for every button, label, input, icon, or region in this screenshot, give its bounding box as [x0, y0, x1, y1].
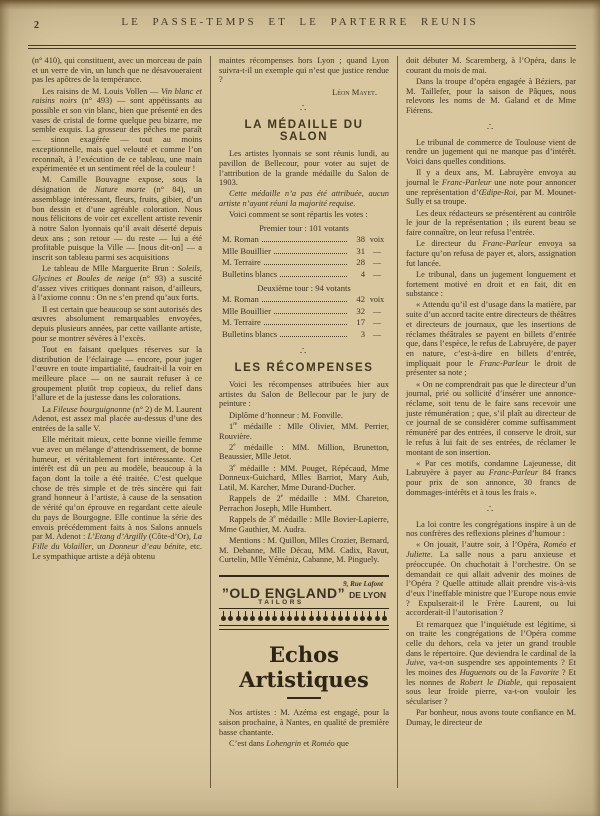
paragraph: Le tableau de Mlle Marguerite Brun : Soleils, Glycines et Boules de neige (n° 93) a suscité d’assez vives critiques donnant raison, d’ailleurs, à l’axiome connu : On ne s’en prend qu’aux forts. — [32, 264, 202, 303]
header-rule — [28, 45, 576, 49]
vote-count: 42 — [356, 294, 365, 305]
column-3 — [398, 56, 578, 788]
paragraph: Rappels de 3e médaille : Mlle Bovier-Lapierre, Mme Gauthier, M. Audra. — [219, 514, 389, 534]
bead-icon — [221, 616, 226, 621]
bead-icon — [360, 616, 365, 621]
paragraph: Les raisins de M. Louis Vollen — Vin blanc et raisins noirs (n° 493) — sont appétissants au possible et son vin blanc, bien que présenté en des vases de cristal de forme quelque peu bizarre, me semble exquis. La grosseur des pêches me paraît — sinon exagérée — tout au moins exceptionnelle, mais quel velouté et comme l’on reconnaît, à l’exécution de ce tableau, une main expérimentée et un sentiment réel de la couleur ! — [32, 86, 202, 174]
page-number: 2 — [34, 20, 39, 31]
advert-old-england — [219, 575, 389, 630]
paragraph: Il y a deux ans, M. Labruyère envoya au journal le Franc-Parleur une note pour annoncer une représentation d’Œdipe-Roi, par M. Mounet-Sully et sa troupe. — [406, 168, 576, 207]
bead-icon — [301, 616, 306, 621]
dot-leader — [274, 253, 347, 254]
paragraph: Le directeur du Franc-Parleur envoya sa facture qu’on refusa de payer et, alors, assignation fut lancée. — [406, 239, 576, 268]
bead-icon — [382, 616, 387, 621]
paragraph: M. Camille Bouvagne expose, sous la désignation de Nature morte (n° 84), un assemblage intéressant, fleurs, fruits, gibier, d’un bon dessin et d’une agréable coloration. Nous nous félicitons de voir cet excellent artiste revenir à notre Salon lyonnais qu’il avait déserté depuis deux ans ; son retour — du reste — lui a été profitable puisque la Ville — [nous dit-on] — a inscrit son tableau parmi ses acquisitions — [32, 175, 202, 263]
paragraph: Le tribunal de commerce de Toulouse vient de rendre un jugement qui ne manque pas d’intérêt. Voici dans quelles conditions. — [406, 137, 576, 167]
dot-leader — [280, 336, 347, 337]
vote-row — [219, 269, 389, 281]
bead-icon — [353, 616, 358, 621]
paragraph: C’est dans Lohengrin et Roméo que — [229, 738, 349, 748]
paragraph: Rappels de 2e médaille : MM. Chareton, Perrachon Joseph, Mlle Humbert. — [219, 493, 389, 513]
vote-candidate: M. Terraire — [222, 317, 261, 328]
headline-les-recompenses: LES RÉCOMPENSES — [234, 362, 374, 375]
journal-title: LE PASSE-TEMPS ET LE PARTERRE REUNIS — [121, 16, 479, 28]
section-title-echos-artistiques: Echos Artistiques — [239, 642, 369, 693]
paragraph: Voici les récompenses attribuées hier aux artistes du Salon de Bellecour par le jury de peinture : — [219, 380, 389, 409]
paragraph: maintes récompenses hors Lyon ; quand Lyon suivra-t-il un exemple qui n’est que justice rendue ? — [219, 56, 389, 85]
dot-leader — [264, 324, 347, 325]
advert-brand: ”OLD ENGLAND” — [221, 585, 346, 602]
page-top-edge — [0, 0, 600, 10]
bead-icon — [287, 616, 292, 621]
bead-icon — [280, 616, 285, 621]
paragraph: Mentions : M. Quillon, Mlles Crozier, Bernard, M. Debanne, Mlle Décau, MM. Cadix, Ravut, Curtelin, Mlle Yéméniz, Cabanne, M. Pinguely. — [219, 536, 389, 565]
dot-leader — [264, 264, 347, 265]
vote-count: 38 — [356, 234, 365, 245]
double-rule — [219, 625, 389, 630]
vote-candidate: Mlle Bouillier — [222, 245, 271, 256]
paragraph: Par bonheur, nous avons toute confiance en M. Dumay, le directeur de — [406, 708, 576, 728]
vote-row — [219, 246, 389, 258]
vote-unit: — — [373, 258, 381, 268]
bead-icon — [375, 616, 380, 621]
paragraph: Nos artistes : M. Azéma est engagé, pour la saison prochaine, à Nantes, en qualité de première basse chantante. — [219, 708, 389, 737]
paragraph: « On jouait, l’autre soir, à l’Opéra, Roméo et Juliette. La salle nous a paru anxieuse et préoccupée. On chuchotait à l’orchestre. On se demandait ce qui allait advenir des moines de l’Opéra ? Quelle attitude allait prendre vis-à-vis d’eux l’ineffable ministre que l’Europe nous envie ? Expulserait-il le Frère Laurent, ou lui accorderait-il l’autorisation ? — [406, 540, 576, 618]
bead-icon — [265, 616, 270, 621]
column-1 — [30, 56, 210, 788]
column-2 — [210, 56, 398, 788]
page-right-edge — [592, 0, 600, 816]
article-signature: Léon Mayet. — [332, 87, 377, 98]
paragraph: 2e médaille : MM. Million, Brunetton, Beaussier, Mlle Jetot. — [219, 441, 389, 462]
vote-round-header: Deuxième tour : 94 votants — [257, 283, 351, 294]
bead-icon — [331, 616, 336, 621]
vote-unit: — — [373, 306, 381, 316]
bead-icon — [258, 616, 263, 621]
paragraph: Diplôme d’honneur : M. Fonville. — [229, 410, 343, 420]
paragraph: doit débuter M. Scaremberg, à l’Opéra, dans le courant du mois de mai. — [406, 56, 576, 75]
bead-icon — [345, 616, 350, 621]
bead-icon — [338, 616, 343, 621]
paragraph: Elle méritait mieux, cette bonne vieille femme vue avec un mélange d’attendrissement, de bonne humeur, et véritablement fort intéressante. Cet intérêt est dû un peu au modèle, beaucoup à la façon dont la toile a été traitée. C’est quelque chose de très simple et de très sincère qui fait grand honneur à l’artiste, à cause de la sensation de vérité qu’on éprouve en regardant cette aïeule du pays de Bourgogne. Elle continue la série des envois précédemment faits à nos Salons annuels par M. Adenot : L’Etang d’Argilly (Côte-d’Or), La Fille du Volailler, un Donneur d’eau bénite, etc. Le sympathique artiste a déjà obtenu — [32, 435, 203, 561]
vote-unit: — — [373, 269, 381, 279]
bead-icon — [309, 616, 314, 621]
page-header — [0, 16, 600, 40]
advert-tagline: TAILORS — [258, 599, 304, 607]
asterism-icon: ∴ — [299, 346, 309, 358]
columns — [30, 56, 578, 788]
vote-row — [219, 294, 389, 306]
headline-medaille-du-salon: LA MÉDAILLE DU SALON — [244, 119, 364, 144]
dot-leader — [262, 301, 347, 302]
vote-unit: voix — [369, 235, 385, 245]
vote-unit: — — [373, 246, 381, 256]
dot-leader — [262, 241, 347, 242]
vote-unit: — — [373, 329, 381, 339]
bead-icon — [272, 616, 277, 621]
bead-icon — [250, 616, 255, 621]
paragraph: La loi contre les congrégations inspire à un de nos confrères des reflexions pleines d’humour : — [406, 519, 576, 539]
vote-count: 28 — [356, 257, 365, 268]
vote-candidate: M. Terraire — [222, 257, 261, 268]
page-left-edge — [0, 0, 10, 816]
asterism-icon: ∴ — [299, 103, 309, 115]
paragraph: « Attendu qu’il est d’usage dans la matière, par suite d’un accord tacite entre directeurs de théâtres et directeurs de journaux, que les insertions de réclames théâtrales se payent en billets d’entrée que, dans l’espèce, le refus de Labruyère, de payer en nature, c’est-à-dire en billets d’entrée, impliquait pour le Franc-Parleur le droit de présenter sa note ; — [406, 300, 576, 378]
vote-row — [219, 234, 389, 246]
bead-icon — [367, 616, 372, 621]
dot-leader — [280, 276, 347, 277]
garland-ornament — [219, 608, 389, 623]
asterism-icon: ∴ — [486, 503, 496, 515]
bead-icon — [228, 616, 233, 621]
asterism-icon: ∴ — [486, 121, 496, 133]
vote-unit: — — [373, 318, 381, 328]
vote-candidate: Bulletins blancs — [222, 268, 278, 279]
vote-row — [219, 329, 389, 341]
vote-count: 3 — [360, 328, 365, 339]
paragraph: Et remarquez que l’inquiétude est légitime, si on traite les congrégations de l’Opéra comme celle du dehors, cela va jeter un grand trouble dans le répertoire. Que deviendra le cardinal de la Juive, va-t-on suspendre ses appointements ? Et les moines des Huguenots ou de la Favorite ? Et les nonnes de Robert le Diable, qui reposaient sous leur froide pierre, va-t-on vouloir les séculariser ? — [406, 619, 576, 707]
vote-unit: voix — [369, 295, 385, 305]
vote-candidate: Mlle Bouillier — [222, 305, 271, 316]
paragraph: Tout en faisant quelques réserves sur la distribution de l’éclairage — encore, pour juger l’œuvre en toute impartialité, faudrait-il la voir en meilleure place — on ne saurait refuser à ce groupement plutôt trop copieux, du relief dans l’allure et de la justesse dans les colorations. — [32, 344, 202, 403]
paragraph: « On ne comprendrait pas que le directeur d’un journal, prié ou sollicité d’insérer une annonce-réclame, soit tenu de le faire sans recevoir une juste rémunération ; que, s’il plaît au directeur de ce journal de se considérer comme suffisamment rémunéré par des entrées, il conserve le droit, sur le refus à lui fait de ses entrées, de réclamer le montant de son insertion. — [406, 379, 576, 457]
vote-count: 17 — [356, 317, 365, 328]
advert-city: DE LYON — [349, 590, 387, 601]
paragraph: 3e médaille : MM. Pouget, Répécaud, Mme Donneux-Guichard, Mlles Barriot, Mary Aub, Latil, M. Karcher, Mme Durand-Ducher. — [219, 462, 389, 493]
vote-row — [219, 317, 389, 329]
paragraph: Les deux rédacteurs se présentèrent au contrôle le jour de la représentation ; ils eurent beau se faire connaître, on leur refusa l’entrée. — [406, 208, 576, 238]
paragraph: 1re médaille : Mlle Olivier, MM. Perrier, Rouvière. — [219, 421, 389, 441]
paragraph: Le tribunal, dans un jugement longuement et fortement motivé en droit et en fait, dit en substance : — [406, 269, 576, 299]
vote-round-header: Premier tour : 101 votants — [259, 223, 349, 234]
dot-leader — [274, 313, 347, 314]
vote-row — [219, 257, 389, 269]
paragraph: Voici comment se sont répartis les votes : — [229, 210, 368, 220]
bead-icon — [243, 616, 248, 621]
paragraph: Dans la troupe d’opéra engagée à Béziers, par M. Taillefer, pour la saison de Pâques, nous relevons les noms de M. Galand et de Mme Fiérens. — [406, 76, 576, 116]
paragraph: « Par ces motifs, condamne Lajeunesse, dit Labruyère à payer au Franc-Parleur 84 francs pour prix de son annonce, 30 francs de dommages-intérêts et à tous les frais ». — [406, 458, 576, 497]
vote-candidate: M. Roman — [222, 294, 259, 305]
vote-count: 4 — [360, 268, 365, 279]
paragraph: Cette médaille n’a pas été attribuée, aucun artiste n’ayant réuni la majorité requise. — [219, 189, 389, 209]
vote-count: 32 — [356, 305, 365, 316]
bead-icon — [236, 616, 241, 621]
bead-icon — [323, 616, 328, 621]
section-title-rule — [287, 697, 321, 699]
bead-icon — [316, 616, 321, 621]
vote-candidate: M. Roman — [222, 234, 259, 245]
paragraph: Les artistes lyonnais se sont réunis lundi, au pavillon de Bellecour, pour voter au sujet de l’attribution de la grande médaille du Salon de 1903. — [219, 149, 389, 188]
vote-count: 31 — [356, 245, 365, 256]
paragraph: La Fileuse bourguignonne (n° 2) de M. Laurent Adenot, est assez mal placée au-dessus d’une des entrées de la salle V. — [32, 404, 202, 434]
paragraph: (n° 410), qui constituent, avec un morceau de pain et un verre de vin, un lunch que ne désavoueraient pas les apôtres de la tempérance. — [32, 56, 202, 85]
vote-candidate: Bulletins blancs — [222, 328, 278, 339]
vote-row — [219, 306, 389, 318]
paragraph: Il est certain que beaucoup se sont autorisés des œuvres absolument remarquables envoyées, depuis plusieurs années, par cette vaillante artiste, pour se montrer sévères à l’excès. — [32, 304, 203, 343]
bead-icon — [294, 616, 299, 621]
advert-address: 9, Rue Lafont — [343, 580, 383, 589]
